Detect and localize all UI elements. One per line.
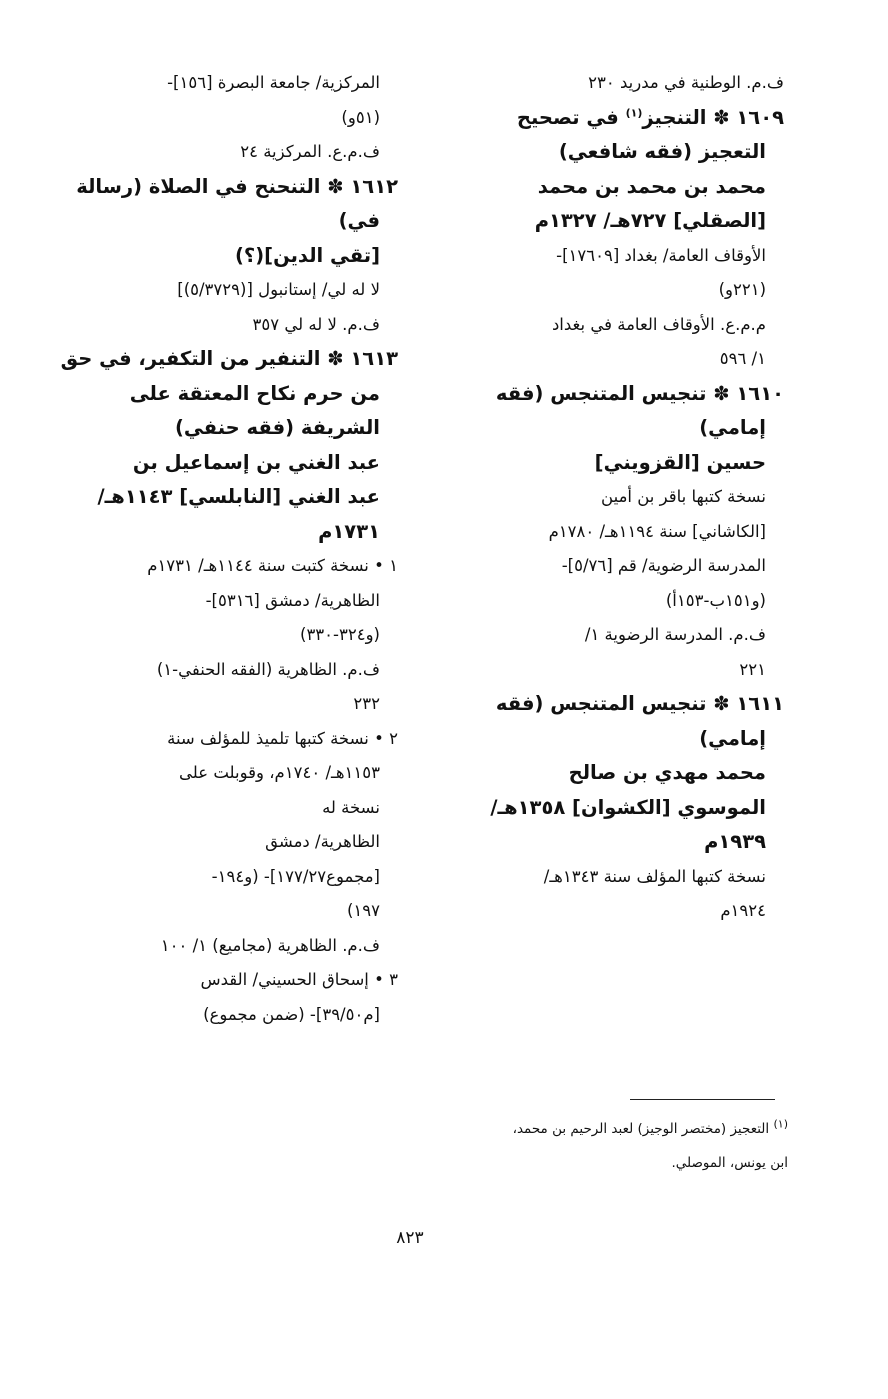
folio-range: (٢٢١و) <box>718 280 766 299</box>
entry-title-line: التعجيز (فقه شافعي) <box>558 140 766 163</box>
left-column <box>52 66 398 1032</box>
folio-range: (و٣٢٤-٣٣٠) <box>300 625 380 644</box>
entry-heading-1610: ١٦١٠ ✽ تنجيس المتنجس (فقه <box>495 381 784 405</box>
copy-note: [الكاشاني] سنة ١١٩٤هـ/ ١٧٨٠م <box>548 521 766 541</box>
catalog-reference: ف.م. المدرسة الرضوية ١/ <box>584 625 766 644</box>
entry-heading-1613: ١٦١٣ ✽ التنفير من التكفير، في حق <box>60 347 398 370</box>
author-name: [الصقلي] ٧٢٧هـ/ ١٣٢٧م <box>534 209 766 232</box>
catalog-reference: ف.م. لا له لي ٣٥٧ <box>252 314 380 334</box>
author-name: الموسوي [الكشوان] ١٣٥٨هـ/ <box>490 795 766 819</box>
entry-title-line: الشريفة (فقه حنفي) <box>175 416 380 439</box>
catalog-reference: ف.م. الظاهرية (الفقه الحنفي-١) <box>156 659 380 679</box>
footnote-reference: (١) <box>625 106 643 119</box>
entry-title-text: ١٦٠٩ ✽ التنجيز <box>642 105 784 129</box>
catalog-reference: ٢٣٢ <box>353 694 380 713</box>
entry-title-line: من حرم نكاح المعتقة على <box>129 381 380 405</box>
entry-title-line: إمامي) <box>699 416 766 439</box>
entry-title-line: في) <box>338 209 380 232</box>
manuscript-location: المركزية/ جامعة البصرة [١٥٦]- <box>167 73 380 92</box>
author-name: [تقي الدين](؟) <box>235 243 380 267</box>
entry-heading-1612: ١٦١٢ ✽ التنحنح في الصلاة (رسالة <box>76 174 398 198</box>
footnote-line: ابن يونس، الموصلي. <box>671 1155 788 1171</box>
catalog-reference: ف.م.ع. المركزية ٢٤ <box>240 142 380 161</box>
right-column <box>442 66 784 929</box>
catalog-reference: م.م.ع. الأوقاف العامة في بغداد <box>551 314 766 334</box>
author-name: ١٩٣٩م <box>704 830 766 853</box>
page-number: ٨٢٣ <box>396 1228 424 1248</box>
entry-heading-1609 <box>442 101 784 136</box>
copy-note: نسخة كتبها المؤلف سنة ١٣٤٣هـ/ <box>543 866 766 886</box>
catalog-reference: ٢٢١ <box>739 659 766 679</box>
footnote <box>440 1112 788 1180</box>
author-name: عبد الغني بن إسماعيل بن <box>132 450 380 474</box>
author-name: محمد مهدي بن صالح <box>568 761 766 784</box>
copy-item: ٢ • نسخة كتبها تلميذ للمؤلف سنة <box>167 728 398 748</box>
footnote-divider <box>630 1099 775 1100</box>
entry-title-line: إمامي) <box>699 726 766 750</box>
manuscript-location: [مجموع١٧٧/٢٧]- (و١٩٤- <box>211 866 380 886</box>
entry-heading-1611: ١٦١١ ✽ تنجيس المتنجس (فقه <box>495 692 784 715</box>
folio-range: (٥١و) <box>341 107 380 127</box>
footnote-text: التعجيز (مختصر الوجيز) لعبد الرحيم بن محمد، <box>512 1121 770 1137</box>
catalog-reference: ف.م. الظاهرية (مجاميع) ١/ ١٠٠ <box>160 935 380 955</box>
folio-range: ١٩٧) <box>346 901 380 920</box>
copy-note: نسخة له <box>322 797 380 817</box>
author-name: ١٧٣١م <box>318 519 380 543</box>
manuscript-location: الأوقاف العامة/ بغداد [١٧٦٠٩]- <box>556 245 766 265</box>
copy-note: ١٩٢٤م <box>720 901 766 920</box>
footnote-marker: (١) <box>773 1117 788 1131</box>
copy-note: نسخة كتبها باقر بن أمين <box>601 487 766 506</box>
author-name: حسين [القزويني] <box>594 450 766 474</box>
text-line: ف.م. الوطنية في مدريد ٢٣٠ <box>588 73 784 92</box>
manuscript-location: الظاهرية/ دمشق <box>265 832 380 851</box>
copy-item: ٣ • إسحاق الحسيني/ القدس <box>200 970 398 989</box>
manuscript-location: لا له لي/ إستانبول [(٥/٣٧٢٩)] <box>177 280 380 299</box>
manuscript-location: الظاهرية/ دمشق [٥٣١٦]- <box>205 590 380 610</box>
manuscript-location: [م٣٩/٥٠]- (ضمن مجموع) <box>203 1004 380 1024</box>
manuscript-location: المدرسة الرضوية/ قم [٥/٧٦]- <box>561 556 766 575</box>
catalog-reference: ١/ ٥٩٦ <box>719 349 766 368</box>
copy-note: ١١٥٣هـ/ ١٧٤٠م، وقوبلت على <box>179 763 380 782</box>
footnote-line <box>440 1112 788 1146</box>
entry-title-continued: في تصحيح <box>516 105 626 129</box>
copy-item: ١ • نسخة كتبت سنة ١١٤٤هـ/ ١٧٣١م <box>147 556 398 575</box>
folio-range: (و١٥١ب-١٥٣أ) <box>665 590 766 610</box>
author-name: محمد بن محمد بن محمد <box>537 174 766 198</box>
author-name: عبد الغني [النابلسي] ١١٤٣هـ/ <box>97 485 380 508</box>
